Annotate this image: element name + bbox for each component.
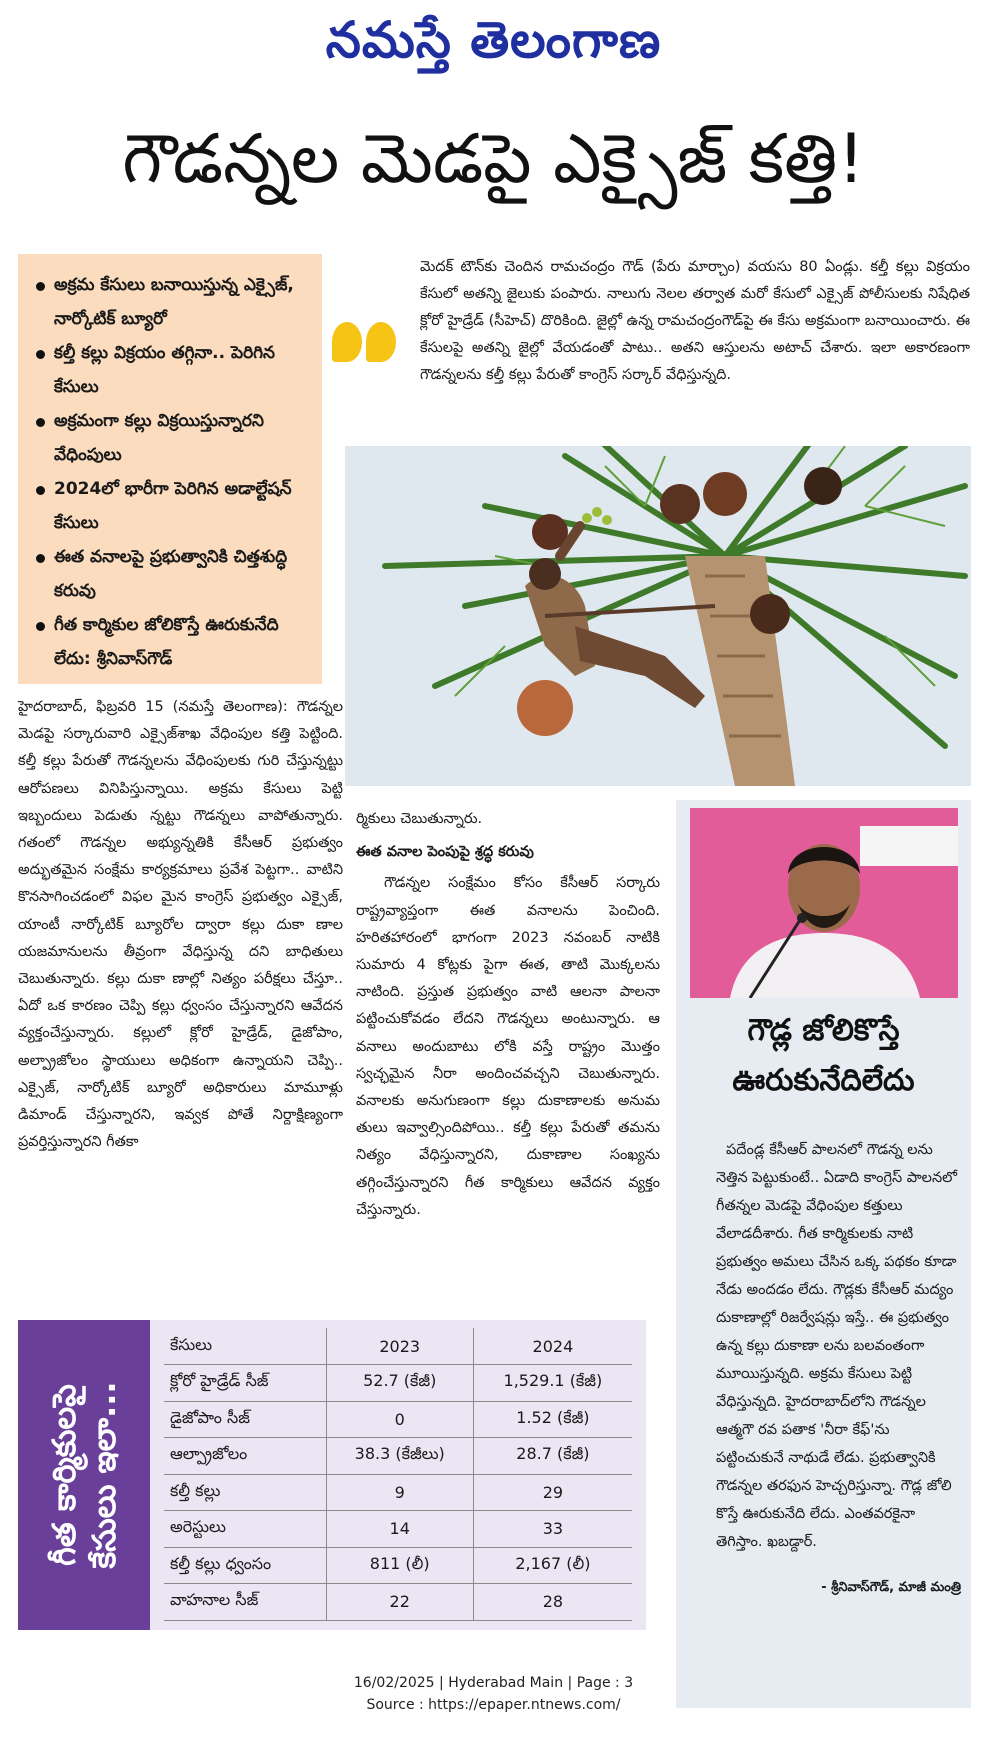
table-row — [164, 1474, 632, 1511]
table-cell: 1.52 (కేజీ) — [473, 1401, 632, 1438]
table-cell: 28.7 (కేజీ) — [473, 1438, 632, 1475]
table-cell: 38.3 (కేజీలు) — [326, 1438, 473, 1475]
footer-edition-info: 16/02/2025 | Hyderabad Main | Page : 3 — [353, 1675, 634, 1691]
sidebar-title-line: గౌడ్ల జోలికొస్తే — [747, 1013, 900, 1048]
highlight-item: గీత కార్మికుల జోలికొస్తే ఊరుకునేది లేదు: శ్రీనివాస్‌గౌడ్ — [36, 608, 312, 676]
column-2-subheading: ఈత వనాల పెంపుపై శ్రద్ధ కరువు — [356, 844, 534, 861]
speaker-photo — [690, 808, 958, 998]
highlight-item: అక్రమ కేసులు బనాయిస్తున్న ఎక్సైజ్, నార్కోటిక్ బ్యూరో — [36, 268, 312, 336]
table-cell: వాహనాల సీజ్ — [164, 1584, 326, 1621]
table-cell: ఆల్ప్రాజోలం — [164, 1438, 326, 1475]
footer-source-link[interactable]: Source : https://epaper.ntnews.com/ — [366, 1697, 621, 1713]
table-row — [164, 1401, 632, 1438]
quote-icon — [332, 322, 410, 372]
highlight-item: 2024లో భారీగా పెరిగిన అడాల్టేషన్ కేసులు — [36, 472, 312, 540]
table-header-row — [164, 1328, 632, 1365]
toddy-tapper-photo — [345, 446, 971, 786]
table-cell: కల్తీ కల్లు — [164, 1474, 326, 1511]
article-column-2 — [356, 806, 660, 1224]
highlight-item: ఈత వనాలపై ప్రభుత్వానికి చిత్తశుద్ధి కరువు — [36, 540, 312, 608]
table-cell: 9 — [326, 1474, 473, 1511]
table-cell: 1,529.1 (కేజీ) — [473, 1365, 632, 1402]
cases-table-box — [18, 1320, 646, 1630]
column-2-continuation: ర్మికులు చెబుతున్నారు. — [356, 811, 483, 827]
sidebar-title-line: ఊరుకునేదిలేదు — [732, 1063, 915, 1098]
table-cell: 2,167 (లీ) — [473, 1547, 632, 1584]
table-header-cell: 2023 — [326, 1328, 473, 1365]
table-cell: 0 — [326, 1401, 473, 1438]
page-footer — [0, 1672, 987, 1716]
highlight-item: కల్తీ కల్లు విక్రయం తగ్గినా.. పెరిగిన కేసులు — [36, 336, 312, 404]
speaker-portrait — [690, 808, 958, 998]
highlights-box — [18, 254, 322, 684]
headline: గౌడన్నల మెడపై ఎక్సైజ్ కత్తి! — [122, 120, 865, 199]
table-cell: క్లోరో హైడ్రేడ్ సీజ్ — [164, 1365, 326, 1402]
table-row — [164, 1547, 632, 1584]
table-cell: అరెస్టులు — [164, 1511, 326, 1548]
table-side-band — [18, 1320, 150, 1630]
table-header-cell: 2024 — [473, 1328, 632, 1365]
table-row — [164, 1365, 632, 1402]
column-1-text: హైదరాబాద్, ఫిబ్రవరి 15 (నమస్తే తెలంగాణ): గౌడన్నల మెడపై సర్కారువారి ఎక్సైజ్‌శాఖ వేధింపుల కత్తి పెట్టింది. కల్తీ కల్లు పేరుతో గౌడన్నలను వేధింపులకు గురి చేస్తున్నట్టు ఆరోపణలు వినిపిస్తున్నాయి. అక్రమ కేసులు పెట్టి ఇబ్బందులు పెడుతు న్నట్టు గౌడన్నలు వాపోతున్నారు. గతంలో గౌడన్నల అభ్యున్నతికి కేసీఆర్ ప్రభుత్వం అద్భుతమైన సంక్షేమ కార్యక్రమాలు ప్రవేశ పెట్టగా.. వాటిని కొనసాగించడంలో విఫల మైన కాంగ్రెస్ ప్రభుత్వం ఎక్సైజ్, యాంటీ నార్కోటిక్ బ్యూరోల ద్వారా కల్లు దుకా ణాల యజమానులను తీవ్రంగా వేధిస్తున్న దని బాధితులు చెబుతున్నారు. కల్లు దుకా ణాల్లో నిత్యం పరీక్షలు చేస్తూ.. ఏదో ఒక కారణం చెప్పి కల్లు ధ్వంసం చేస్తున్నారని ఆవేదన వ్యక్తంచేస్తున్నారు. కల్లులో క్లోరో హైడ్రేడ్, డైజోపాం, అల్ప్రాజోలం స్థాయులు అధికంగా ఉన్నాయని చెప్పి.. ఎక్సైజ్, నార్కోటిక్ బ్యూరో అధికారులు మామూళ్లు డిమాండ్ చేస్తున్నారని, ఇవ్వక పోతే నిర్దాక్షిణ్యంగా ప్రవర్తిస్తున్నారని గీతకా — [18, 699, 343, 1151]
table-cell: 33 — [473, 1511, 632, 1548]
band-text — [44, 1330, 124, 1620]
table-cell: 28 — [473, 1584, 632, 1621]
sidebar-title — [676, 1006, 971, 1106]
band-text-line: గీత కార్మికులపై — [45, 1384, 83, 1566]
cases-table — [164, 1328, 632, 1621]
intro-paragraph: మెదక్ టౌన్‌కు చెందిన రామచంద్రం గౌడ్ (పేరు మార్చాం) వయసు 80 ఏండ్లు. కల్తీ కల్లు విక్రయం కేసులో అతన్ని జైలుకు పంపారు. నాలుగు నెలల తర్వాత మరో కేసులో ఎక్సైజ్ పోలీసులకు నిషేధిత క్లోరో హైడ్రేడ్ (సీహెచ్) దొరికింది. జైల్లో ఉన్న రామచంద్రంగౌడ్‌పై ఈ కేసు అక్రమంగా బనాయించారు. ఈ కేసులపై అతన్ని జైల్లో వేయడంతో పాటు.. అతని ఆస్తులను అటాచ్ చేశారు. ఇలా అకారణంగా గౌడన్నలను కల్తీ కల్లు పేరుతో కాంగ్రెస్ సర్కార్ వేధిస్తున్నది. — [420, 259, 970, 383]
table-row — [164, 1584, 632, 1621]
table-cell: డైజోపాం సీజ్ — [164, 1401, 326, 1438]
column-2-text: గౌడన్నల సంక్షేమం కోసం కేసీఆర్ సర్కారు రాష్ట్రవ్యాప్తంగా ఈత వనాలను పెంచింది. హరితహారంలో భాగంగా 2023 నవంబర్ నాటికి సుమారు 4 కోట్లకు పైగా ఈత, తాటి మొక్కలను నాటింది. ప్రస్తుత ప్రభుత్వం వాటి ఆలనా పాలనా పట్టించుకోవడం లేదని గౌడన్నలు అంటున్నారు. ఆ వనాలు అందుబాటు లోకి వస్తే రాష్ట్రం మొత్తం స్వచ్ఛమైన నీరా అందించవచ్చని చెబుతున్నారు. వనాలకు అనుగుణంగా కల్లు దుకాణాలకు అనుమ తులు ఇవ్వాల్సిందిపోయి.. కల్తీ కల్లు పేరుతో తమను నిత్యం వేధిస్తున్నారని, దుకాణాల సంఖ్యను తగ్గించేస్తున్నారని గీత కార్మికులు ఆవేదన వ్యక్తం చేస్తున్నారు. — [356, 875, 660, 1218]
table-cell: 52.7 (కేజీ) — [326, 1365, 473, 1402]
table-cell: 811 (లీ) — [326, 1547, 473, 1584]
highlight-item: అక్రమంగా కల్లు విక్రయిస్తున్నారని వేధింపులు — [36, 404, 312, 472]
table-cell: 29 — [473, 1474, 632, 1511]
sidebar-body: పదేండ్ల కేసీఆర్ పాలనలో గౌడన్న లను నెత్తిన పెట్టుకుంటే.. ఏడాది కాంగ్రెస్ పాలనలో గీతన్నల మెడపై వేధింపుల కత్తులు వేలాడదీశారు. గీత కార్మికులకు నాటి ప్రభుత్వం అమలు చేసిన ఒక్క పథకం కూడా నేడు అందడం లేదు. గౌడ్లకు కేసీఆర్ మద్యం దుకాణాల్లో రిజర్వేషన్లు ఇస్తే.. ఈ ప్రభుత్వం ఉన్న కల్లు దుకాణా లను బలవంతంగా మూయిస్తున్నది. అక్రమ కేసులు పెట్టి వేధిస్తున్నది. హైదరాబాద్‌లోని గౌడన్నల ఆత్మగౌ రవ పతాక 'నీరా కేఫ్'ను పట్టించుకునే నాథుడే లేడు. ప్రభుత్వానికి గౌడన్నల తరఫున హెచ్చరిస్తున్నా. గౌడ్ల జోలి కొస్తే ఊరుకునేది లేదు. ఎంతవరకైనా తెగిస్తాం. ఖబడ్దార్. — [716, 1142, 958, 1550]
sidebar-signature: - శ్రీనివాస్‌గౌడ్, మాజీ మంత్రి — [821, 1580, 961, 1595]
table-row — [164, 1438, 632, 1475]
table-cell: 22 — [326, 1584, 473, 1621]
table-row — [164, 1511, 632, 1548]
article-column-1 — [18, 694, 343, 1156]
masthead-logo: నమస్తే తెలంగాణ — [325, 11, 662, 69]
highlights-list — [36, 268, 312, 676]
band-text-line: కేసులు ఇలా... — [85, 1381, 123, 1569]
table-cell: 14 — [326, 1511, 473, 1548]
palm-tree-illustration — [345, 446, 971, 786]
table-cell: కల్తీ కల్లు ధ్వంసం — [164, 1547, 326, 1584]
table-header-cell: కేసులు — [164, 1328, 326, 1365]
sidebar-body-wrap — [716, 1136, 961, 1556]
